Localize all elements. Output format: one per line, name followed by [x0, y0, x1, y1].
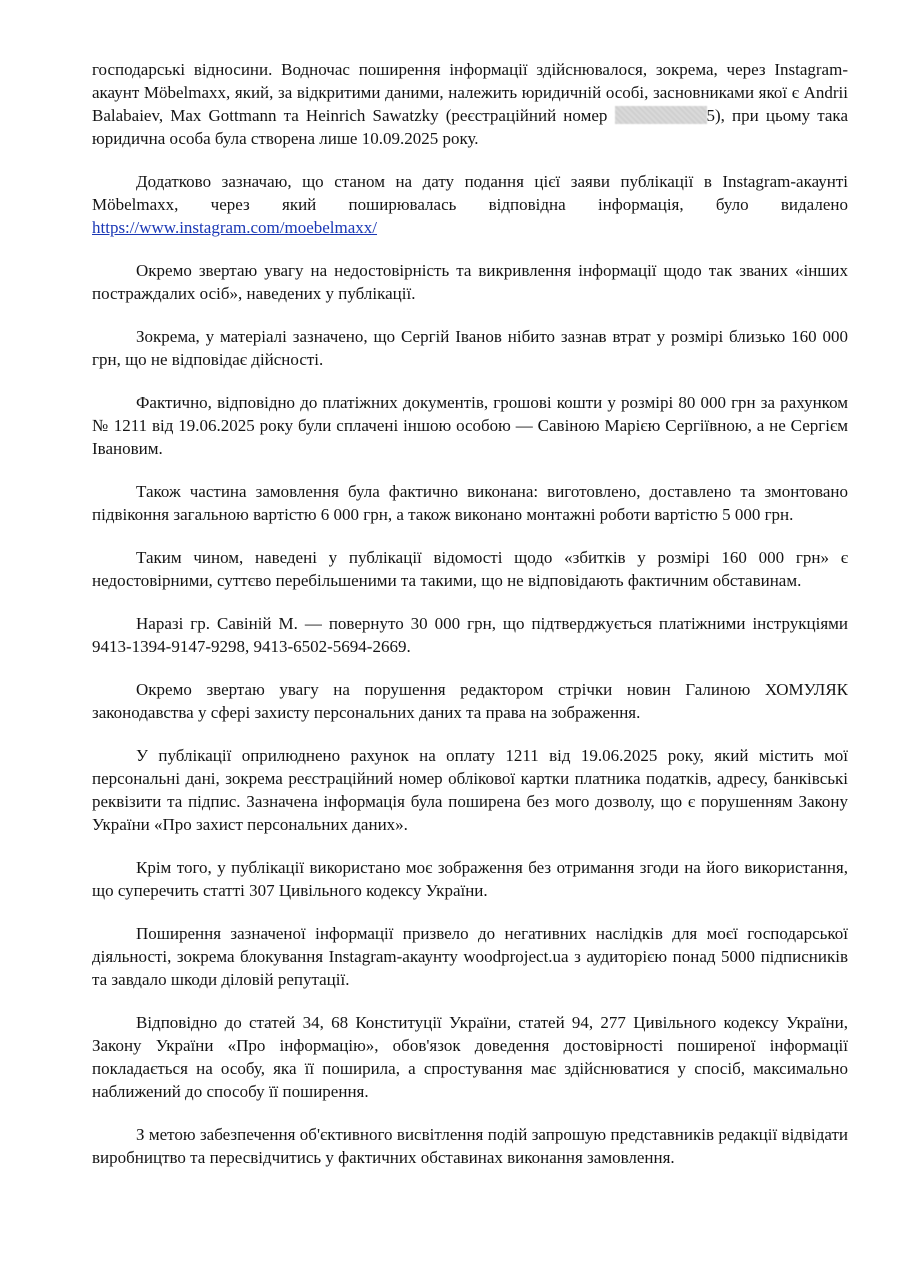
- paragraph-10: У публікації оприлюднено рахунок на оплату 1211 від 19.06.2025 року, який містить мої персональні дані, зокрема реєстраційний номер облікової картки платника податків, адресу, банківські реквізити та підпис. Зазначена інформація була поширена без мого дозволу, що є порушенням Закону України «Про захист персональних даних».: [92, 746, 848, 834]
- paragraph-11: Крім того, у публікації використано моє зображення без отримання згоди на його використання, що суперечить статті 307 Цивільного кодексу України.: [92, 858, 848, 900]
- paragraph-9: Окремо звертаю увагу на порушення редактором стрічки новин Галиною ХОМУЛЯК законодавства у сфері захисту персональних даних та права на зображення.: [92, 680, 848, 722]
- paragraph-1: [92, 58, 848, 150]
- paragraph-1-text-b: ), при цьому така юридична особа була створена лише 10.09.2025 року.: [92, 106, 848, 148]
- paragraph-12: Поширення зазначеної інформації призвело до негативних наслідків для моєї господарської діяльності, зокрема блокування Instagram-акаунту woodproject.ua з аудиторією понад 5000 підписників та завдало шкоди діловій репутації.: [92, 924, 848, 989]
- paragraph-4: Зокрема, у матеріалі зазначено, що Сергій Іванов нібито зазнав втрат у розмірі близько 160 000 грн, що не відповідає дійсності.: [92, 327, 848, 369]
- paragraph-6: Також частина замовлення була фактично виконана: виготовлено, доставлено та змонтовано підвіконня загальною вартістю 6 000 грн, а також виконано монтажні роботи вартістю 5 000 грн.: [92, 482, 848, 524]
- paragraph-2-text: Додатково зазначаю, що станом на дату подання цієї заяви публікації в Instagram-акаунті Möbelmaxx, через який поширювалась відповідна інформація, було видалено: [92, 172, 848, 214]
- paragraph-1-text-a: господарські відносини. Водночас поширення інформації здійснювалося, зокрема, через Instagram-акаунт Möbelmaxx, який, за відкритими даними, належить юридичній особі, засновниками якої є Andrii Balabaiev, Max Gottmann та Heinrich Sawatzky (реєстраційний номер: [92, 60, 848, 125]
- instagram-link[interactable]: https://www.instagram.com/moebelmaxx/: [92, 218, 378, 237]
- redacted-tail-char: 5: [706, 106, 715, 125]
- paragraph-13: Відповідно до статей 34, 68 Конституції України, статей 94, 277 Цивільного кодексу України, Закону України «Про інформацію», обов'язок доведення достовірності поширеної інформації покладається на особу, яка її поширила, а спростування має здійснюватися у спосіб, максимально наближений до способу її поширення.: [92, 1013, 848, 1101]
- paragraph-14: З метою забезпечення об'єктивного висвітлення подій запрошую представників редакції відвідати виробництво та пересвідчитись у фактичних обставинах виконання замовлення.: [92, 1125, 848, 1167]
- paragraph-8: Наразі гр. Савіній М. — повернуто 30 000 грн, що підтверджується платіжними інструкціями 9413-1394-9147-9298, 9413-6502-5694-2669.: [92, 614, 848, 656]
- paragraph-3: Окремо звертаю увагу на недостовірність та викривлення інформації щодо так званих «інших постраждалих осіб», наведених у публікації.: [92, 261, 848, 303]
- paragraph-2: [92, 170, 848, 239]
- redacted-registration-number: [615, 106, 707, 124]
- paragraph-7: Таким чином, наведені у публікації відомості щодо «збитків у розмірі 160 000 грн» є недостовірними, суттєво перебільшеними та такими, що не відповідають фактичним обставинам.: [92, 548, 848, 590]
- paragraph-5: Фактично, відповідно до платіжних документів, грошові кошти у розмірі 80 000 грн за рахунком № 1211 від 19.06.2025 року були сплачені іншою особою — Савіною Марією Сергіївною, а не Сергієм Івановим.: [92, 393, 848, 458]
